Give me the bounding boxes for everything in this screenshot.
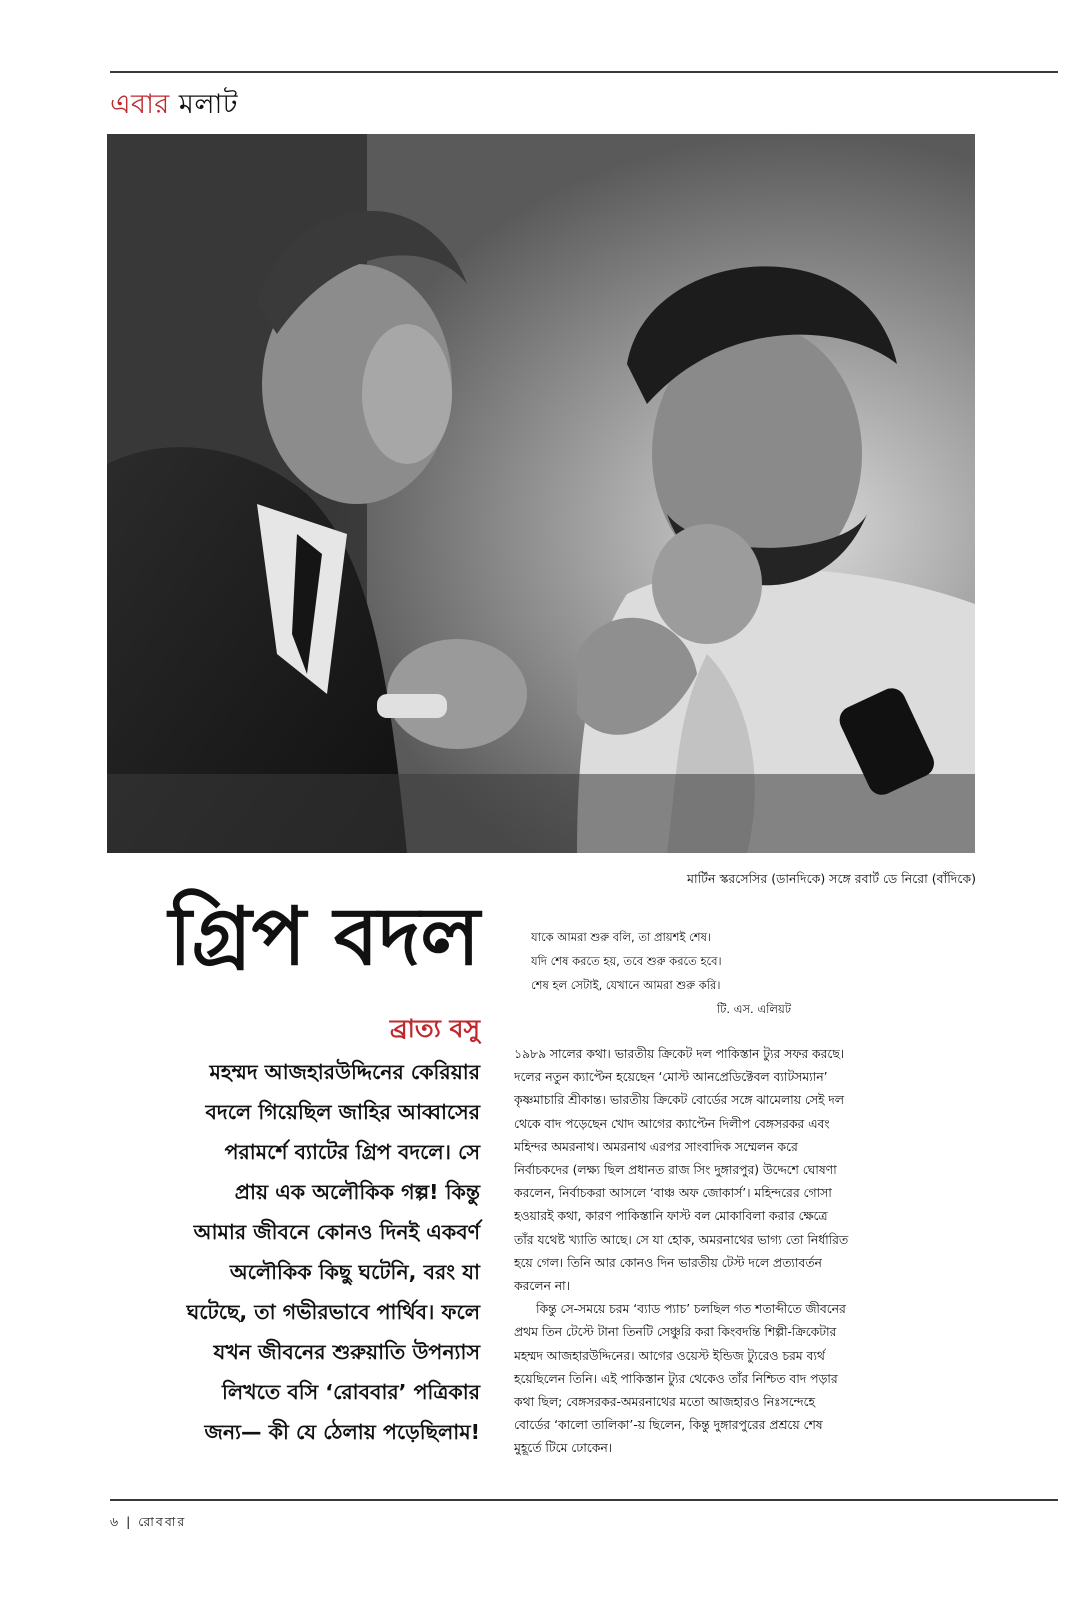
body-line: ১৯৮৯ সালের কথা। ভারতীয় ক্রিকেট দল পাকিস্তান ট্যুর সফর করছে। bbox=[514, 1047, 845, 1061]
page-folio: ৬ | রোববার bbox=[110, 1514, 187, 1529]
pull-quote-line: মহম্মদ আজহারউদ্দিনের কেরিয়ার bbox=[209, 1060, 480, 1084]
body-line: কৃষ্ণমাচারি শ্রীকান্ত। ভারতীয় ক্রিকেট বোর্ডের সঙ্গে ঝামেলায় সেই দল bbox=[514, 1093, 844, 1108]
body-line: মুহূর্তে টিমে ঢোকেন। bbox=[514, 1441, 613, 1456]
pull-quote-line: যখন জীবনের শুরুয়াতি উপন্যাস bbox=[213, 1340, 480, 1364]
body-line: বোর্ডের ‘কালো তালিকা’-য় ছিলেন, কিন্তু দুঙ্গারপুরের প্রশ্রয়ে শেষ bbox=[514, 1418, 823, 1433]
section-header bbox=[110, 84, 238, 129]
article-title: গ্রিপ বদল bbox=[168, 889, 480, 983]
body-line: মহম্মদ আজহারউদ্দিনের। আগের ওয়েস্ট ইন্ডিজ ট্যুরেও চরম ব্যর্থ bbox=[514, 1348, 825, 1363]
body-line: হয়ে গেল। তিনি আর কোনও দিন ভারতীয় টেস্ট দলে প্রত্যাবর্তন bbox=[514, 1255, 822, 1270]
pull-quote-line: অলৌকিক কিছু ঘটেনি, বরং যা bbox=[229, 1260, 480, 1284]
epigraph bbox=[531, 925, 831, 1021]
pull-quote bbox=[80, 1052, 480, 1452]
body-line: থেকে বাদ পড়েছেন খোদ আগের ক্যাপ্টেন দিলীপ বেঙ্গসরকর এবং bbox=[514, 1116, 830, 1131]
pull-quote-line: পরামর্শে ব্যাটের গ্রিপ বদলে। সে bbox=[224, 1140, 480, 1164]
body-line: মহিন্দর অমরনাথ। অমরনাথ এরপর সাংবাদিক সম্মেলন করে bbox=[514, 1139, 798, 1154]
epigraph-line: যদি শেষ করতে হয়, তবে শুরু করতে হবে। bbox=[531, 954, 722, 968]
section-label-accent: এবার bbox=[110, 89, 170, 120]
pull-quote-line: আমার জীবনে কোনও দিনই একবর্ণ bbox=[193, 1220, 480, 1244]
author-name: ব্রাত্য বসু bbox=[389, 1014, 480, 1043]
bottom-rule bbox=[110, 1499, 1058, 1501]
epigraph-line: শেষ হল সেটাই, যেখানে আমরা শুরু করি। bbox=[531, 978, 721, 992]
body-line: করলেন, নির্বাচকরা আসলে ‘বাঞ্চ অফ জোকার্স’। মহিন্দরের গোসা bbox=[514, 1186, 832, 1201]
top-rule bbox=[110, 71, 1058, 73]
body-line: দলের নতুন ক্যাপ্টেন হয়েছেন ‘মোস্ট আনপ্রেডিক্টেবল ব্যাটসম্যান’ bbox=[514, 1070, 828, 1085]
body-line: হয়েছিলেন তিনি। এই পাকিস্তান ট্যুর থেকেও তাঁর নিশ্চিত বাদ পড়ার bbox=[514, 1371, 838, 1386]
body-line: তাঁর যথেষ্ট খ্যাতি আছে। সে যা হোক, অমরনাথের ভাগ্য তো নির্ধারিত bbox=[514, 1232, 849, 1247]
body-line: করলেন না। bbox=[514, 1279, 571, 1294]
body-line: হওয়ারই কথা, কারণ পাকিস্তানি ফাস্ট বল মোকাবিলা করার ক্ষেত্রে bbox=[514, 1209, 828, 1224]
section-label: মলাট bbox=[178, 89, 238, 120]
photo-caption: মার্টিন স্করসেসির (ডানদিকে) সঙ্গে রবার্ট ডে নিরো (বাঁদিকে) bbox=[687, 871, 976, 886]
body-line: কথা ছিল; বেঙ্গসরকর-অমরনাথের মতো আজহারও নিঃসন্দেহে bbox=[514, 1395, 815, 1410]
epigraph-line: যাকে আমরা শুরু বলি, তা প্রায়শই শেষ। bbox=[531, 930, 712, 944]
body-line: প্রথম তিন টেস্টে টানা তিনটি সেঞ্চুরি করা কিংবদন্তি শিল্পী-ক্রিকেটার bbox=[514, 1325, 837, 1340]
pull-quote-line: জন্য— কী যে ঠেলায় পড়েছিলাম! bbox=[204, 1420, 480, 1444]
pull-quote-line: লিখতে বসি ‘রোববার’ পত্রিকার bbox=[221, 1380, 480, 1404]
pull-quote-line: বদলে গিয়েছিল জাহির আব্বাসের bbox=[205, 1100, 480, 1124]
photo-illustration bbox=[107, 134, 975, 853]
cover-photo bbox=[107, 134, 975, 853]
epigraph-attribution: টি. এস. এলিয়ট bbox=[716, 1002, 791, 1016]
body-line: নির্বাচকদের (লক্ষ্য ছিল প্রধানত রাজ সিং দুঙ্গারপুর) উদ্দেশে ঘোষণা bbox=[514, 1163, 837, 1178]
body-line: কিন্তু সে-সময়ে চরম ‘ব্যাড প্যাচ’ চলছিল গত শতাব্দীতে জীবনের bbox=[536, 1302, 846, 1317]
article-body bbox=[514, 1043, 976, 1461]
pull-quote-line: প্রায় এক অলৌকিক গল্প! কিন্তু bbox=[234, 1180, 480, 1204]
pull-quote-line: ঘটেছে, তা গভীরভাবে পার্থিব। ফলে bbox=[186, 1300, 480, 1324]
